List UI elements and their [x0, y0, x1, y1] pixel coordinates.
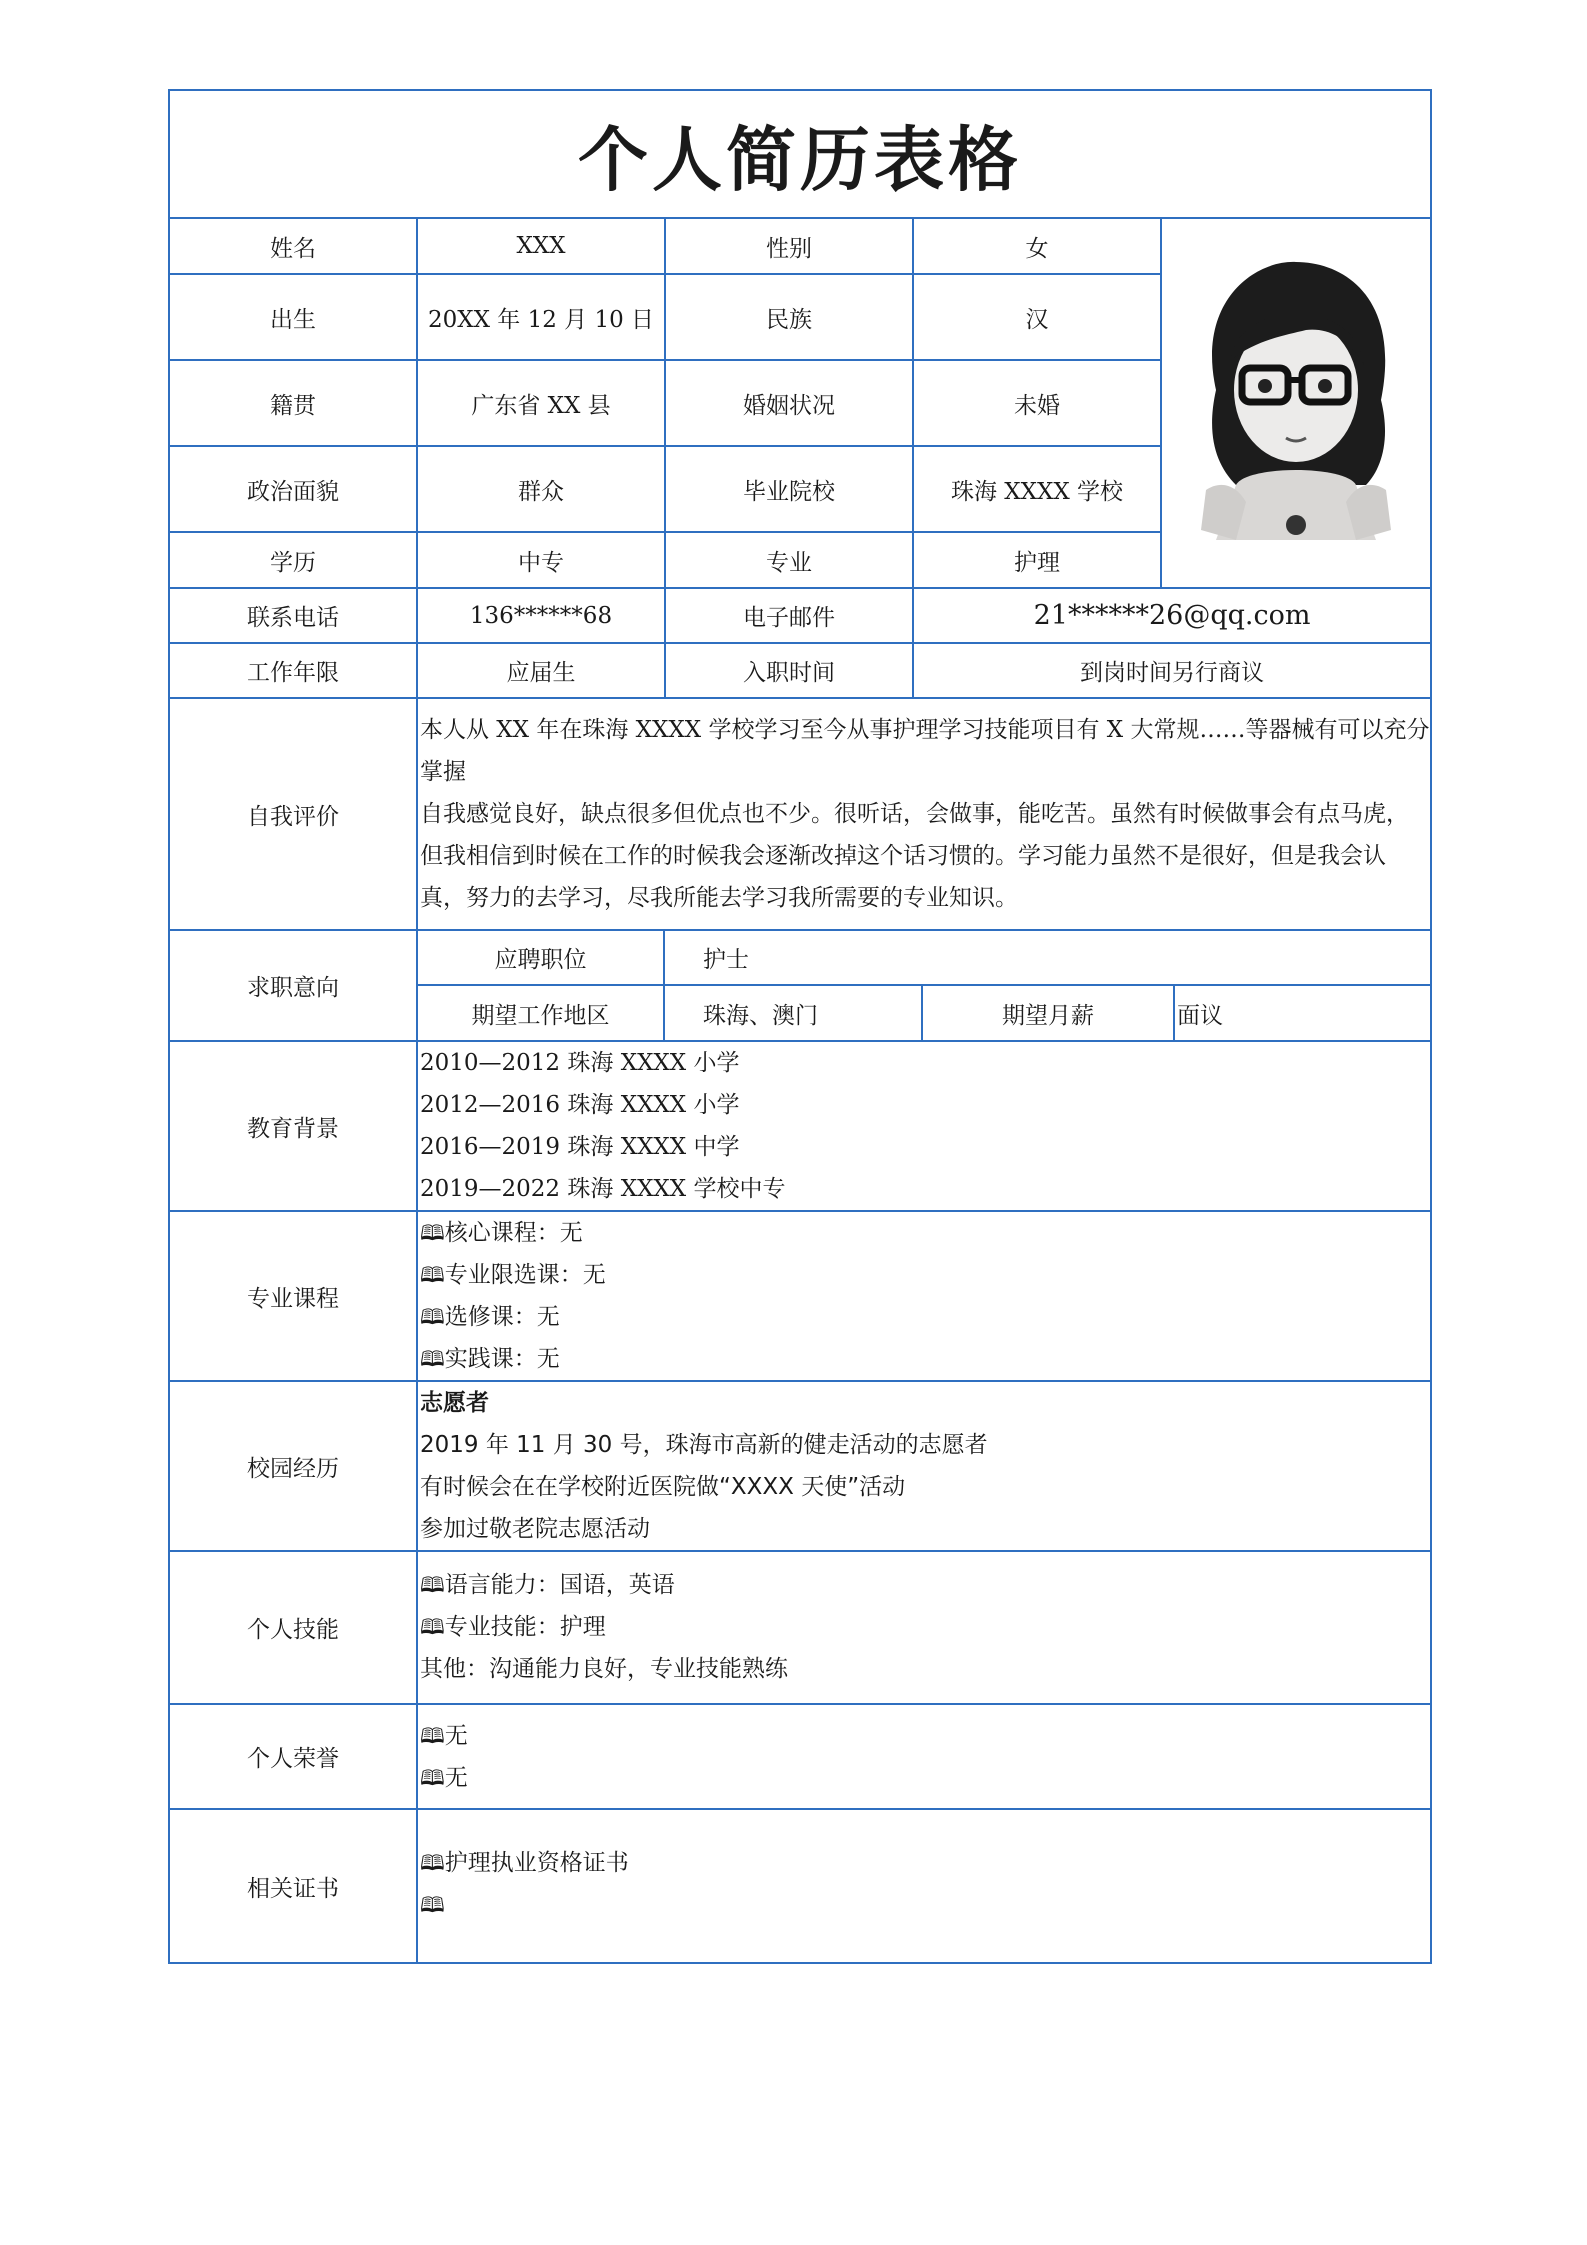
cert-item [420, 1884, 1430, 1926]
photo-cell [1161, 218, 1431, 588]
open-book-icon: 🕮 [420, 1347, 445, 1371]
job-intent-content [417, 930, 1431, 1041]
ethnicity-value: 汉 [913, 274, 1161, 360]
name-label: 姓名 [169, 218, 417, 274]
political-label: 政治面貌 [169, 446, 417, 532]
campus-content [417, 1381, 1431, 1551]
open-book-icon: 🕮 [420, 1263, 445, 1287]
courses-label: 专业课程 [169, 1211, 417, 1381]
certs-label: 相关证书 [169, 1809, 417, 1963]
job-intent-table [418, 931, 1430, 1040]
open-book-icon: 🕮 [420, 1893, 445, 1917]
campus-item: 参加过敬老院志愿活动 [420, 1516, 650, 1542]
education-item: 2010—2012 珠海 XXXX 小学 [420, 1050, 740, 1076]
phone-label: 联系电话 [169, 588, 417, 643]
marital-label: 婚姻状况 [665, 360, 913, 446]
education-level-value: 中专 [417, 532, 665, 588]
course-item: 🕮实践课：无 [420, 1346, 560, 1372]
campus-item: 2019 年 11 月 30 号，珠海市高新的健走活动的志愿者 [420, 1432, 988, 1458]
political-value: 群众 [417, 446, 665, 532]
honor-item: 🕮无 [420, 1765, 468, 1791]
course-item: 🕮专业限选课：无 [420, 1262, 606, 1288]
job-intent-label: 求职意向 [169, 930, 417, 1041]
education-content [417, 1041, 1431, 1211]
campus-heading: 志愿者 [420, 1390, 489, 1416]
campus-item: 有时候会在在学校附近医院做“XXXX 天使”活动 [420, 1474, 906, 1500]
work-years-label: 工作年限 [169, 643, 417, 698]
area-value: 珠海、澳门 [664, 985, 922, 1040]
start-date-value: 到岗时间另行商议 [913, 643, 1431, 698]
hometown-label: 籍贯 [169, 360, 417, 446]
open-book-icon: 🕮 [420, 1573, 445, 1597]
marital-value: 未婚 [913, 360, 1161, 446]
open-book-icon: 🕮 [420, 1305, 445, 1329]
honor-item: 🕮无 [420, 1723, 468, 1749]
campus-label: 校园经历 [169, 1381, 417, 1551]
open-book-icon: 🕮 [420, 1766, 445, 1790]
open-book-icon: 🕮 [420, 1221, 445, 1245]
course-item: 🕮选修课：无 [420, 1304, 560, 1330]
skills-label: 个人技能 [169, 1551, 417, 1704]
education-item: 2012—2016 珠海 XXXX 小学 [420, 1092, 740, 1118]
cert-item: 🕮护理执业资格证书 [420, 1850, 629, 1876]
self-eval-content [417, 698, 1431, 930]
birth-value: 20XX 年 12 月 10 日 [417, 274, 665, 360]
avatar-photo [1176, 240, 1416, 560]
major-label: 专业 [665, 532, 913, 588]
school-label: 毕业院校 [665, 446, 913, 532]
gender-value: 女 [913, 218, 1161, 274]
salary-label: 期望月薪 [922, 985, 1174, 1040]
email-label: 电子邮件 [665, 588, 913, 643]
phone-value: 136******68 [417, 588, 665, 643]
education-label: 教育背景 [169, 1041, 417, 1211]
self-eval-line-2: 自我感觉良好，缺点很多但优点也不少。很听话，会做事，能吃苦。虽然有时候做事会有点马虎，但我相信到时候在工作的时候我会逐渐改掉这个话习惯的。学习能力虽然不是很好，但是我会认真，努力的去学习，尽我所能去学习我所需要的专业知识。 [420, 801, 1409, 911]
start-date-label: 入职时间 [665, 643, 913, 698]
resume-sheet [168, 89, 1430, 1964]
resume-table [168, 89, 1432, 1964]
birth-label: 出生 [169, 274, 417, 360]
position-value: 护士 [664, 931, 1430, 985]
school-value: 珠海 XXXX 学校 [913, 446, 1161, 532]
skill-item: 🕮语言能力：国语，英语 [420, 1572, 675, 1598]
education-level-label: 学历 [169, 532, 417, 588]
education-item: 2016—2019 珠海 XXXX 中学 [420, 1134, 740, 1160]
certs-content [417, 1809, 1431, 1963]
work-years-value: 应届生 [417, 643, 665, 698]
major-value: 护理 [913, 532, 1161, 588]
hometown-value: 广东省 XX 县 [417, 360, 665, 446]
honors-content [417, 1704, 1431, 1809]
open-book-icon: 🕮 [420, 1724, 445, 1748]
skills-content [417, 1551, 1431, 1704]
gender-label: 性别 [665, 218, 913, 274]
self-eval-label: 自我评价 [169, 698, 417, 930]
page-title: 个人简历表格 [169, 90, 1431, 218]
open-book-icon: 🕮 [420, 1851, 445, 1875]
honors-label: 个人荣誉 [169, 1704, 417, 1809]
email-value: 21******26@qq.com [913, 588, 1431, 643]
area-label: 期望工作地区 [418, 985, 664, 1040]
courses-content [417, 1211, 1431, 1381]
skill-item: 其他：沟通能力良好，专业技能熟练 [420, 1656, 788, 1682]
position-label: 应聘职位 [494, 947, 587, 973]
education-item: 2019—2022 珠海 XXXX 学校中专 [420, 1176, 786, 1202]
skill-item: 🕮专业技能：护理 [420, 1614, 606, 1640]
course-item: 🕮核心课程：无 [420, 1220, 583, 1246]
salary-value: 面议 [1174, 985, 1430, 1040]
self-eval-line-1: 本人从 XX 年在珠海 XXXX 学校学习至今从事护理学习技能项目有 X 大常规……等器械有可以充分掌握 [420, 717, 1430, 785]
ethnicity-label: 民族 [665, 274, 913, 360]
name-value: XXX [417, 218, 665, 274]
open-book-icon: 🕮 [420, 1615, 445, 1639]
